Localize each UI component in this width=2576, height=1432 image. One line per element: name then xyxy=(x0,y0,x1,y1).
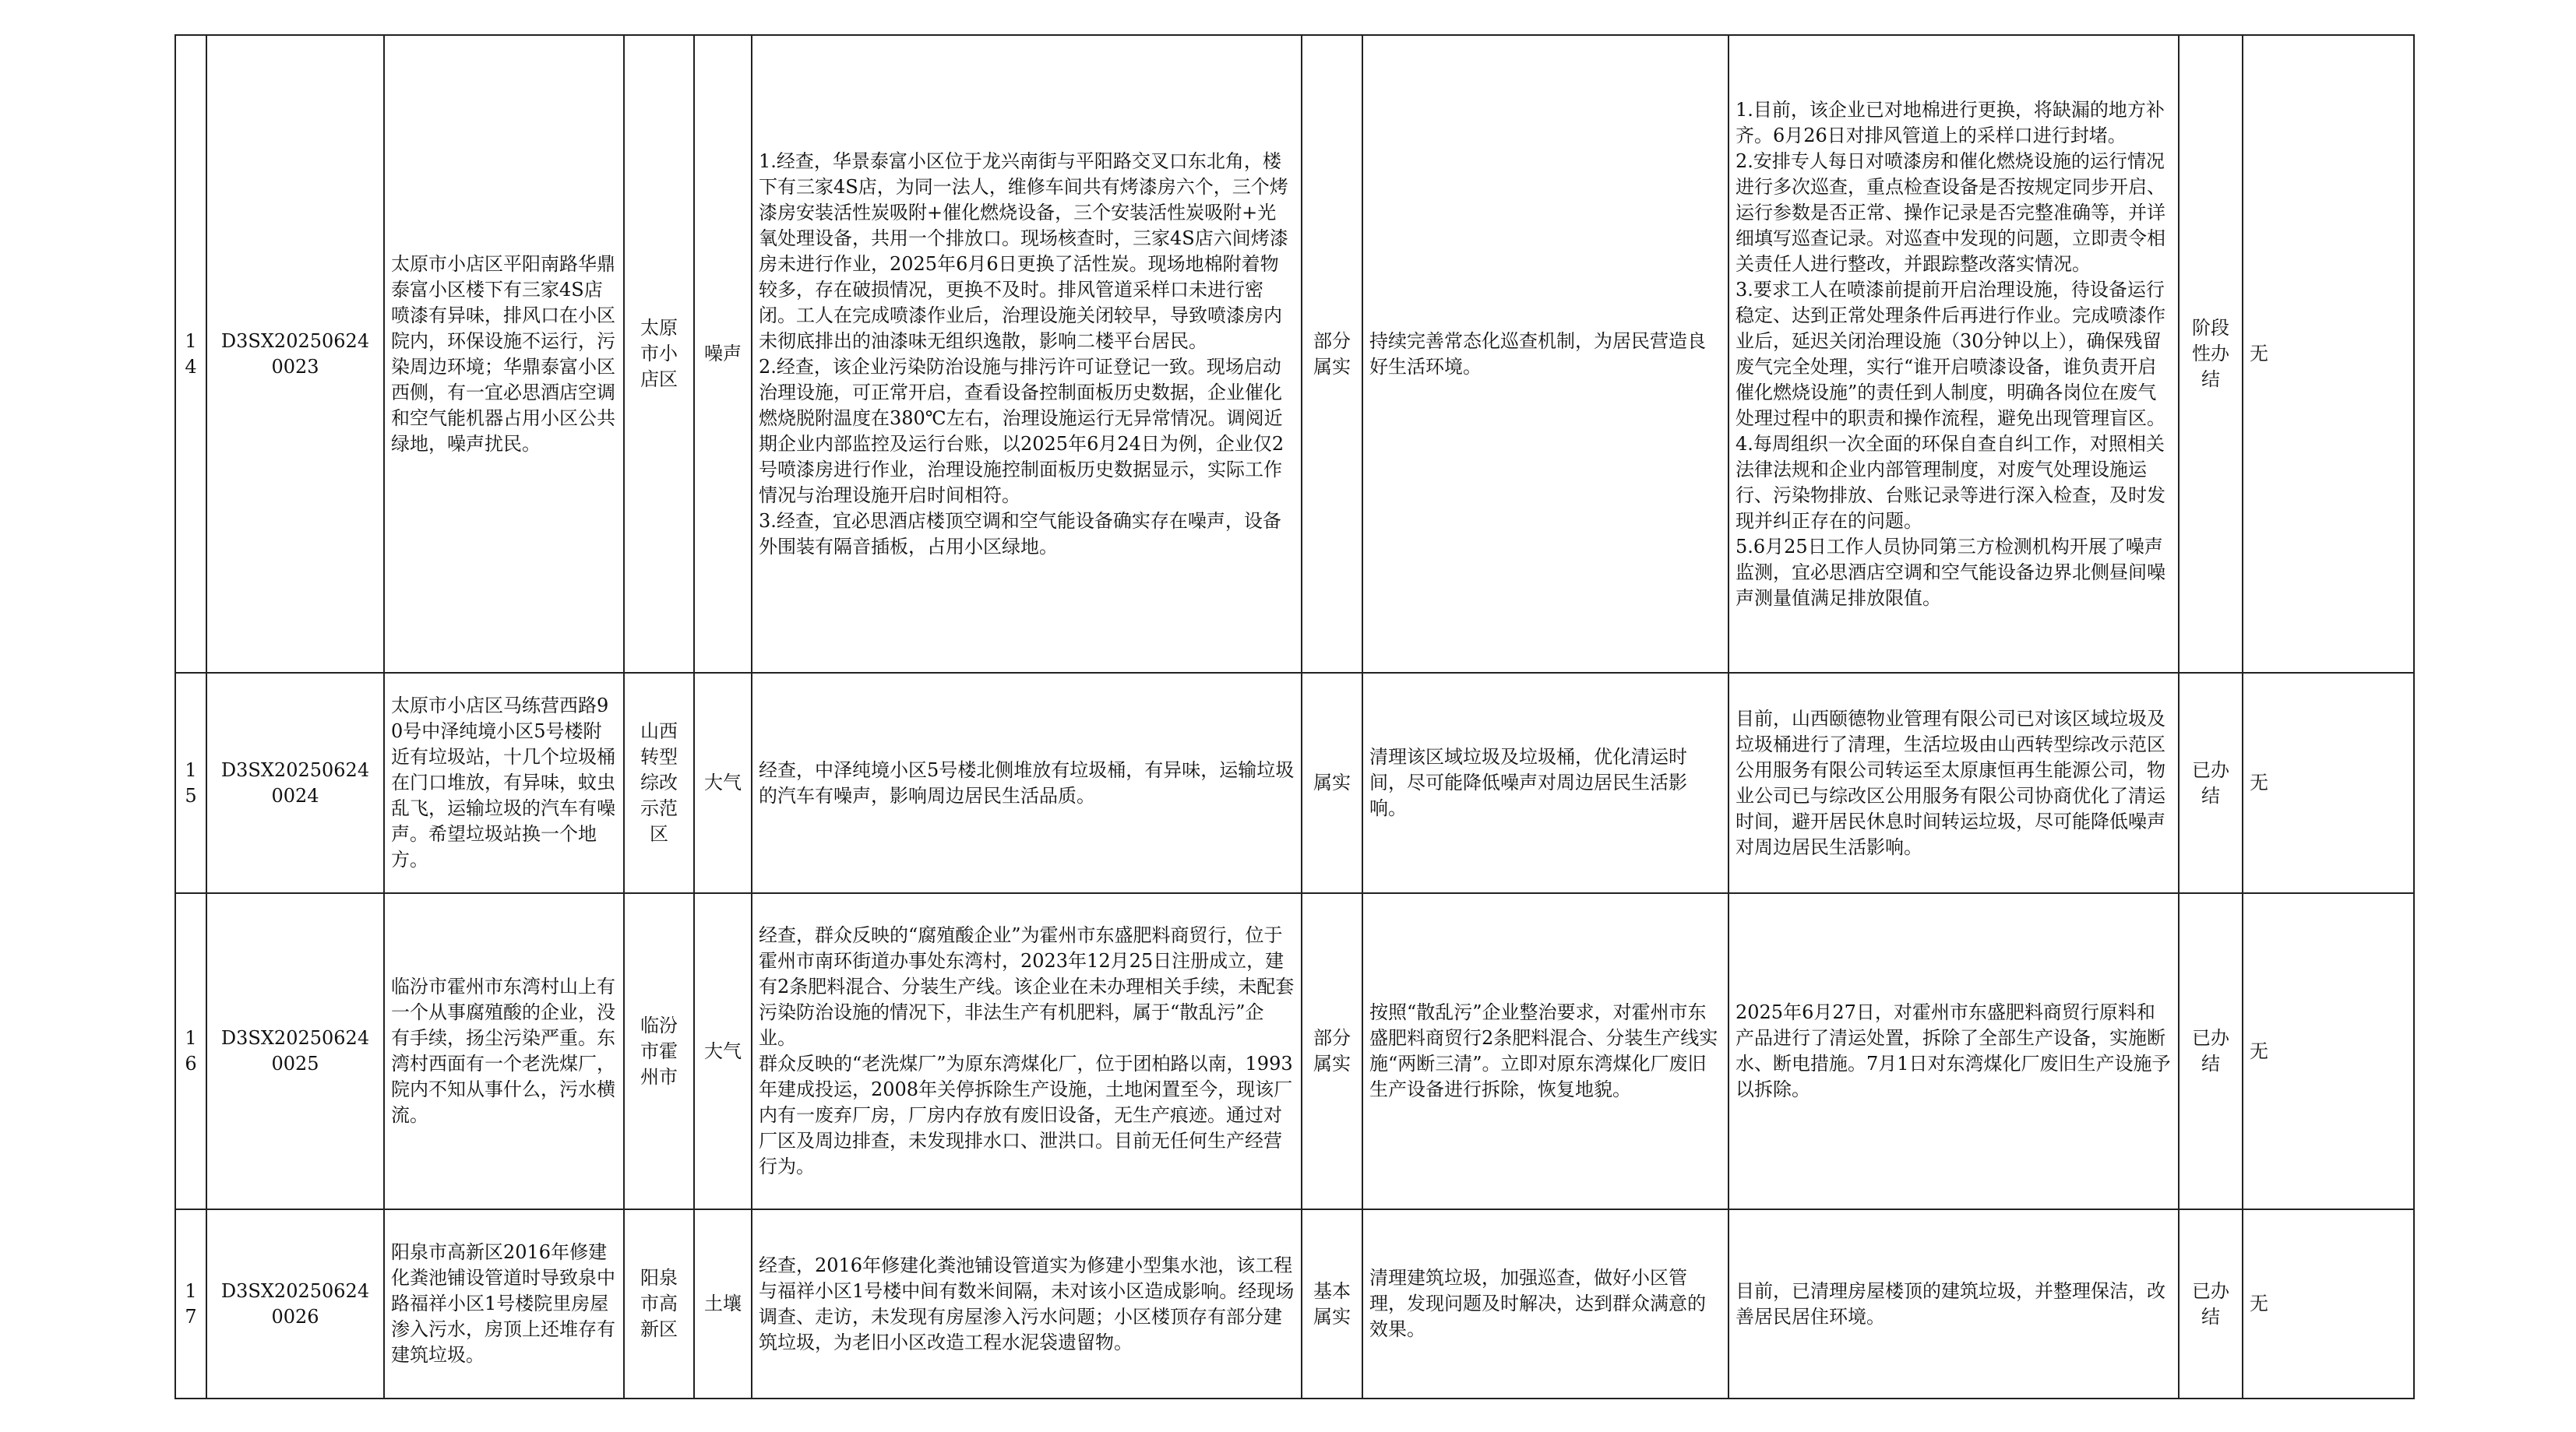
investigation-findings: 经查，群众反映的“腐殖酸企业”为霍州市东盛肥料商贸行，位于霍州市南环街道办事处东湾村，2023年12月25日注册成立，建有2条肥料混合、分装生产线。该企业在未办理相关手续，未配套污染防治设施的情况下，非法生产有机肥料，属于“散乱污”企业。 群众反映的“老洗煤厂”为原东湾煤化厂，位于团柏路以南，1993年建成投运，2008年关停拆除生产设施，土地闲置至今，现该厂内有一废弃厂房，厂房内存放有废旧设备，无生产痕迹。通过对厂区及周边排查，未发现排水口、泄洪口。目前无任何生产经营行为。 xyxy=(752,893,1302,1209)
completion-status: 已办 结 xyxy=(2179,893,2243,1209)
administrative-region: 太原 市小 店区 xyxy=(624,35,694,673)
complaint-content: 太原市小店区马练营西路90号中泽纯境小区5号楼附近有垃圾站，十几个垃圾桶在门口堆放，有异味，蚊虫乱飞，运输垃圾的汽车有噪声。希望垃圾站换一个地方。 xyxy=(384,673,624,893)
table-row xyxy=(175,893,2414,1209)
rectification-progress: 目前，已清理房屋楼顶的建筑垃圾，并整理保洁，改善居民居住环境。 xyxy=(1728,1209,2179,1399)
investigation-findings: 经查，2016年修建化粪池铺设管道实为修建小型集水池，该工程与福祥小区1号楼中间有数米间隔，未对该小区造成影响。经现场调查、走访，未发现有房屋渗入污水问题；小区楼顶存有部分建筑垃圾，为老旧小区改造工程水泥袋遗留物。 xyxy=(752,1209,1302,1399)
accountability-note: 无 xyxy=(2243,1209,2414,1399)
completion-status: 阶段 性办 结 xyxy=(2179,35,2243,673)
accountability-note: 无 xyxy=(2243,35,2414,673)
completion-status: 已办 结 xyxy=(2179,1209,2243,1399)
handling-measures: 按照“散乱污”企业整治要求，对霍州市东盛肥料商贸行2条肥料混合、分装生产线实施“两断三清”。立即对原东湾煤化厂废旧生产设备进行拆除，恢复地貌。 xyxy=(1362,893,1728,1209)
pollution-category: 土壤 xyxy=(694,1209,752,1399)
row-index: 16 xyxy=(175,893,206,1209)
administrative-region: 阳泉 市高 新区 xyxy=(624,1209,694,1399)
rectification-progress: 2025年6月27日，对霍州市东盛肥料商贸行原料和产品进行了清运处置，拆除了全部生产设备，实施断水、断电措施。7月1日对东湾煤化厂废旧生产设施予以拆除。 xyxy=(1728,893,2179,1209)
completion-status: 已办 结 xyxy=(2179,673,2243,893)
investigation-findings: 1.经查，华景泰富小区位于龙兴南街与平阳路交叉口东北角，楼下有三家4S店，为同一法人，维修车间共有烤漆房六个，三个烤漆房安装活性炭吸附+催化燃烧设备，三个安装活性炭吸附+光氧处理设备，共用一个排放口。现场核查时，三家4S店六间烤漆房未进行作业，2025年6月6日更换了活性炭。现场地棉附着物较多，存在破损情况，更换不及时。排风管道采样口未进行密闭。工人在完成喷漆作业后，治理设施关闭较早，导致喷漆房内未彻底排出的油漆味无组织逸散，影响二楼平台居民。 2.经查，该企业污染防治设施与排污许可证登记一致。现场启动治理设施，可正常开启，查看设备控制面板历史数据，企业催化燃烧脱附温度在380℃左右，治理设施运行无异常情况。调阅近期企业内部监控及运行台账，以2025年6月24日为例，企业仅2号喷漆房进行作业，治理设施控制面板历史数据显示，实际工作情况与治理设施开启时间相符。 3.经查，宜必思酒店楼顶空调和空气能设备确实存在噪声，设备外围装有隔音插板，占用小区绿地。 xyxy=(752,35,1302,673)
accountability-note: 无 xyxy=(2243,893,2414,1209)
table-row xyxy=(175,673,2414,893)
verification-result: 属实 xyxy=(1302,673,1362,893)
row-index: 17 xyxy=(175,1209,206,1399)
accountability-note: 无 xyxy=(2243,673,2414,893)
complaint-code: D3SX20250624 0023 xyxy=(206,35,384,673)
complaint-code: D3SX20250624 0024 xyxy=(206,673,384,893)
row-index: 14 xyxy=(175,35,206,673)
complaint-code: D3SX20250624 0026 xyxy=(206,1209,384,1399)
handling-measures: 持续完善常态化巡查机制，为居民营造良好生活环境。 xyxy=(1362,35,1728,673)
pollution-category: 大气 xyxy=(694,893,752,1209)
complaint-content: 太原市小店区平阳南路华鼎泰富小区楼下有三家4S店喷漆有异味，排风口在小区院内，环保设施不运行，污染周边环境；华鼎泰富小区西侧，有一宜必思酒店空调和空气能机器占用小区公共绿地，噪声扰民。 xyxy=(384,35,624,673)
administrative-region: 山西 转型 综改 示范 区 xyxy=(624,673,694,893)
rectification-progress: 1.目前，该企业已对地棉进行更换，将缺漏的地方补齐。6月26日对排风管道上的采样口进行封堵。 2.安排专人每日对喷漆房和催化燃烧设施的运行情况进行多次巡查，重点检查设备是否按规定同步开启、运行参数是否正常、操作记录是否完整准确等，并详细填写巡查记录。对巡查中发现的问题，立即责令相关责任人进行整改，并跟踪整改落实情况。 3.要求工人在喷漆前提前开启治理设施，待设备运行稳定、达到正常处理条件后再进行作业。完成喷漆作业后，延迟关闭治理设施（30分钟以上），确保残留废气完全处理，实行“谁开启喷漆设备，谁负责开启催化燃烧设施”的责任到人制度，明确各岗位在废气处理过程中的职责和操作流程，避免出现管理盲区。 4.每周组织一次全面的环保自查自纠工作，对照相关法律法规和企业内部管理制度，对废气处理设施运行、污染物排放、台账记录等进行深入检查，及时发现并纠正存在的问题。 5.6月25日工作人员协同第三方检测机构开展了噪声监测，宜必思酒店空调和空气能设备边界北侧昼间噪声测量值满足排放限值。 xyxy=(1728,35,2179,673)
verification-result: 基本 属实 xyxy=(1302,1209,1362,1399)
rectification-progress: 目前，山西颐德物业管理有限公司已对该区域垃圾及垃圾桶进行了清理，生活垃圾由山西转型综改示范区公用服务有限公司转运至太原康恒再生能源公司，物业公司已与综改区公用服务有限公司协商优化了清运时间，避开居民休息时间转运垃圾，尽可能降低噪声对周边居民生活影响。 xyxy=(1728,673,2179,893)
pollution-category: 大气 xyxy=(694,673,752,893)
row-index: 15 xyxy=(175,673,206,893)
pollution-category: 噪声 xyxy=(694,35,752,673)
complaint-code: D3SX20250624 0025 xyxy=(206,893,384,1209)
investigation-findings: 经查，中泽纯境小区5号楼北侧堆放有垃圾桶，有异味，运输垃圾的汽车有噪声，影响周边居民生活品质。 xyxy=(752,673,1302,893)
handling-measures: 清理建筑垃圾，加强巡查，做好小区管理，发现问题及时解决，达到群众满意的效果。 xyxy=(1362,1209,1728,1399)
complaint-content: 临汾市霍州市东湾村山上有一个从事腐殖酸的企业，没有手续，扬尘污染严重。东湾村西面有一个老洗煤厂，院内不知从事什么，污水横流。 xyxy=(384,893,624,1209)
table-row xyxy=(175,1209,2414,1399)
table-row xyxy=(175,35,2414,673)
complaint-ledger-table xyxy=(174,34,2415,1399)
complaint-content: 阳泉市高新区2016年修建化粪池铺设管道时导致泉中路福祥小区1号楼院里房屋渗入污水，房顶上还堆存有建筑垃圾。 xyxy=(384,1209,624,1399)
verification-result: 部分 属实 xyxy=(1302,35,1362,673)
verification-result: 部分 属实 xyxy=(1302,893,1362,1209)
handling-measures: 清理该区域垃圾及垃圾桶，优化清运时间，尽可能降低噪声对周边居民生活影响。 xyxy=(1362,673,1728,893)
administrative-region: 临汾 市霍 州市 xyxy=(624,893,694,1209)
